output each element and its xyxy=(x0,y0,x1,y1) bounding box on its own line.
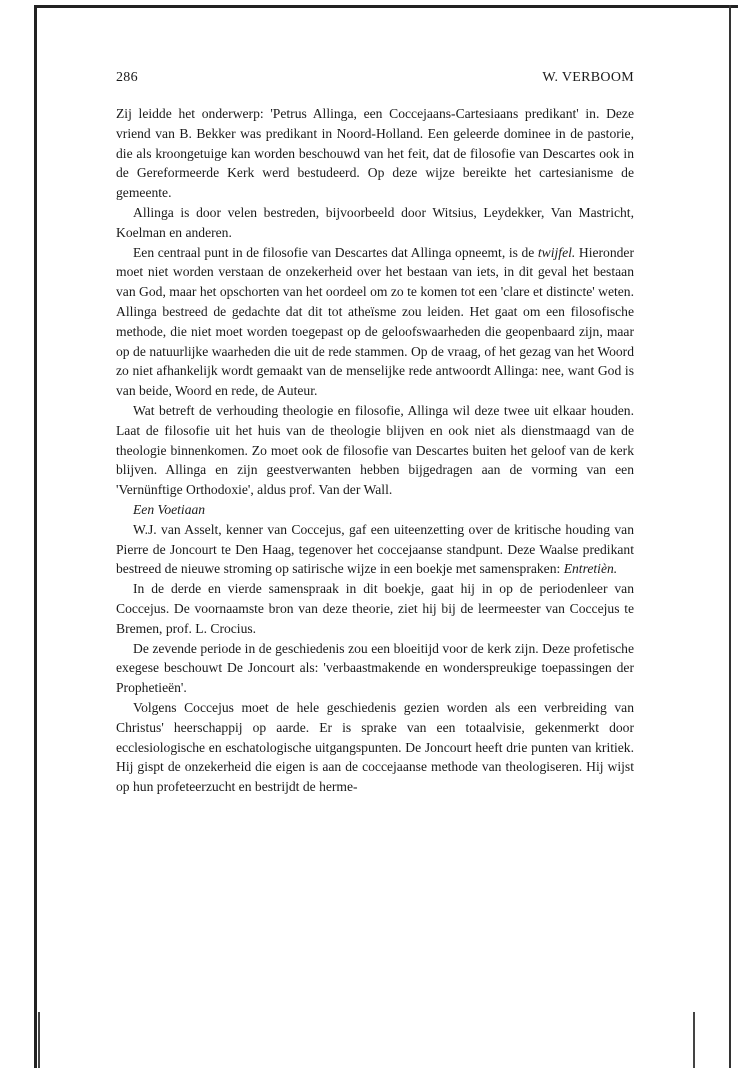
paragraph-6: In de derde en vierde samenspraak in dit boekje, gaat hij in op de periodenleer van Coccejus. De voornaamste bron van deze theorie, ziet hij bij de leermeester van Coccejus te Bremen, prof. L. Crocius. xyxy=(116,581,634,636)
running-author: W. VERBOOM xyxy=(542,70,634,85)
paragraph-5-start: W.J. van Asselt, kenner van Coccejus, gaf een uiteenzetting over de kritische houding van Pierre de Joncourt te Den Haag, tegenover het coccejaanse standpunt. Deze Waalse predikant bestreed de nieuwe stroming op satirische wijze in een boekje met samenspraken: xyxy=(116,521,634,577)
emphasis-twijfel: twijfel. xyxy=(537,244,576,260)
emphasis-entretien: Entretièn. xyxy=(563,561,618,577)
paragraph-3-start: Een centraal punt in de filosofie van Descartes dat Allinga opneemt, is de xyxy=(133,244,538,260)
body-text xyxy=(116,104,634,797)
scan-mark-right xyxy=(693,1012,695,1068)
page-number: 286 xyxy=(116,70,138,85)
running-head xyxy=(116,70,634,90)
paragraph-1: Zij leidde het onderwerp: 'Petrus Allinga, een Coccejaans-Cartesiaans predikant' in. Deze vriend van B. Bekker was predikant in Noord-Holland. Een geleerde dominee in de pastorie, die als kroongetuige kan worden beschouwd van het feit, dat de filosofie van Descartes ook in de Gereformeerde Kerk werd bestudeerd. Op deze wijze bereikte het cartesianisme de gemeente. xyxy=(116,106,634,201)
scan-edge-right xyxy=(729,5,731,1068)
scan-edge-left xyxy=(34,5,37,1068)
scan-edge-top xyxy=(36,5,738,8)
scan-mark-left xyxy=(38,1012,40,1068)
paragraph-3-rest: Hieronder moet niet worden verstaan de onzekerheid over het bestaan van iets, in dit geval het bestaan van God, maar het opschorten van het oordeel om zo te komen tot een 'clare et distincte' weten. Allinga bestreed de gedachte dat dit tot atheïsme zou leiden. Het gaat om een filosofische methode, die niet moet worden toegepast op de geloofswaarheden die geopenbaard zijn, maar op de natuurlijke waarheden die uit de rede stammen. Op de vraag, of het gezag van het Woord zo niet afhankelijk wordt gemaakt van de menselijke rede antwoordt Allinga: nee, want God is van beide, Woord en rede, de Auteur. xyxy=(116,244,634,399)
paragraph-2: Allinga is door velen bestreden, bijvoorbeeld door Witsius, Leydekker, Van Mastricht, Koelman en anderen. xyxy=(116,204,634,240)
paragraph-7: De zevende periode in de geschiedenis zou een bloeitijd voor de kerk zijn. Deze profetische exegese beschouwt De Joncourt als: 'verbaastmakende en wonderspreukige toepassingen der Prophetieën'. xyxy=(116,640,634,696)
paragraph-8: Volgens Coccejus moet de hele geschiedenis gezien worden als een verbreiding van Christus' heerschappij op aarde. Er is sprake van een totaalvisie, gekenmerkt door ecclesiologische en eschatologische uitgangspunten. De Joncourt heeft drie punten van kritiek. Hij gispt de onzekerheid die eigen is aan de coccejaanse methode van theologiseren. Hij wijst op hun profeteerzucht en bestrijdt de herme- xyxy=(116,699,634,795)
paragraph-3 xyxy=(116,243,634,401)
paragraph-5 xyxy=(116,520,634,579)
section-heading: Een Voetiaan xyxy=(133,501,206,517)
paragraph-4: Wat betreft de verhouding theologie en filosofie, Allinga wil deze twee uit elkaar houden. Laat de filosofie uit het huis van de theologie blijven en ook niet als dienstmaagd van de theologie binnenkomen. Zo moet ook de filosofie van Descartes buiten het geloof van de kerk blijven. Allinga en zijn geestverwanten hebben bijgedragen aan de vorming van een 'Vernünftige Orthodoxie', aldus prof. Van der Wall. xyxy=(116,402,634,498)
